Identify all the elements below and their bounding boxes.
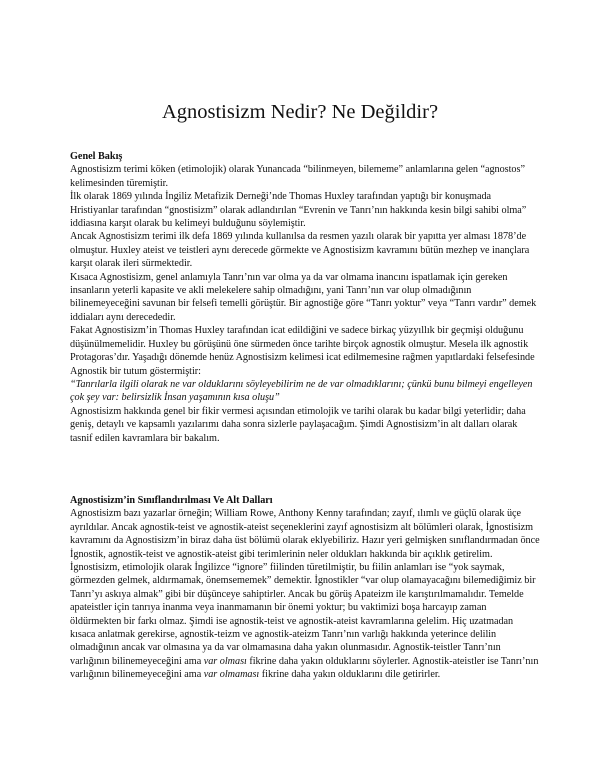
classification-text-start: Agnostisizm bazı yazarlar örneğin; William Rowe, Anthony Kenny tarafından; zayıf, ılımlı ve güçlü olarak üçe ayrıldılar. Ancak agnostik-teist ve agnostik-ateist seçeneklerini zayıf agnostisizm alt bölümleri olarak, İgnostisizm kavramını da Agnostisizm’in biraz daha üst bölümü olarak eklyebiliriz. Hazır yeri gelmişken sınıflandırmadan önce İgnostik, agnostik-teist ve agnostik-ateist gibi terimlerinin neler oldukları hakkında bir açıklık getirelim. İgnostisizm, etimolojik olarak İngilizce “ignore” fiilinden türetilmiştir, bu fiilin anlamları ise “yok saymak, görmezden gelmek, aldırmamak, önemsememek” demektir. İgnostikler “var olup olamayacağını bilemediğimiz bir Tanrı’yı askıya almak” gibi bir düşünceye sahiptirler. Ancak bu görüş Apateizm ile karıştırılmamalıdır. Temelde apateistler için tanrıya inanma veya inanmamanın bir önemi yoktur; bu vaktimizi boşa harcayıp zaman öldürmekten bir farkı olmaz. Şimdi ise agnostik-teist ve agnostik-ateist kavramlarına gelelim. Hiç uzatmadan kısaca anlatmak gerekirse, agnostik-teizm ve agnostik-ateizm Tanrı’nın varlığı hakkında yeterince delilin olmadığının ancak var olmasına ya da var olmamasına daha yakın olunmasıdır. Agnostik-teistler Tanrı’nın varlığının bilinemeyeceğini ama [70, 508, 540, 667]
paragraph-1878: Ancak Agnostisizm terimi ilk defa 1869 yılında kullanılsa da resmen yazılı olarak bir yapıtta yer alması 1878’de olmuştur. Huxley ateist ve teistleri aynı derecede görmekte ve Agnostisizm kavramını bütün mezhep ve inançlara karşıt olarak ileri sürmektedir. [70, 231, 530, 270]
protagoras-quote: “Tanrılarla ilgili olarak ne var olduklarını söyleyebilirim ne de var olmadıklarını; çünkü bunu bilmeyi engelleyen çok şey var: belirsizlik İnsan yaşamının kısa oluşu” [70, 378, 533, 404]
paragraph-etymology: Agnostisizm terimi köken (etimolojik) olarak Yunancada “bilinmeyen, bilememe” anlamlarına gelen “agnostos” kelimesinden türemiştir. [70, 164, 525, 189]
paragraph-definition: Kısaca Agnostisizm, genel anlamıyla Tanrı’nın var olma ya da var olmama inancını ispatlamak için gereken insanların yeterli kapasite ve akli melekelere sahip olmadığını, yani Tanrı’nın var olup olmadığının bilinemeyeceğini savunan bir felsefi temelli görüştür. Bir agnostiğe göre “Tanrı yoktur” veya “Tanrı vardır” demek iddiaları aynı derecededir. [70, 271, 537, 323]
emphasis-var-olmasi: var olması [203, 655, 247, 667]
paragraph-protagoras: Fakat Agnostisizm’in Thomas Huxley tarafından icat edildiğini ve sadece birkaç yüzyıllık bir geçmişi olduğunu düşünülmemelidir. Huxley bu görüşünü öne sürmeden önce tarihte birçok agnostik olmuştur. Mesela ilk agnostik Protagoras’dır. Yaşadığı dönemde henüz Agnostisizm kelimesi icat edilmemesine rağmen yapıtlardaki felsefesinde Agnostik bir tutum göstermiştir: [70, 325, 535, 377]
classification-text-middle: fikrine daha yakın olduklarını söylerler. Agnostik-ateistler ise Tanrı’nın varlığının bilinemeyeceğini ama [70, 655, 539, 681]
section-heading-classification: Agnostisizm’in Sınıflandırılması Ve Alt Dalları [70, 495, 273, 506]
emphasis-var-olmamasi: var olmaması [203, 669, 260, 681]
section-classification [70, 494, 540, 682]
classification-text-end: fikrine daha yakın olduklarını dile getirirler. [259, 669, 441, 681]
paragraph-closing: Agnostisizm hakkında genel bir fikir vermesi açısından etimolojik ve tarihi olarak bu kadar bilgi yeterlidir; daha geniş, detaylı ve kapsamlı yazılarımı daha sonra sizlerle paylaşacağım. Şimdi Agnostisizm’in alt dalları olarak tasnif edilen kavramlara bir bakalım. [70, 405, 526, 444]
section-heading-general-overview: Genel Bakış [70, 151, 123, 162]
section-general-overview [70, 150, 540, 445]
page-title: Agnostisizm Nedir? Ne Değildir? [161, 101, 439, 123]
paragraph-classification [70, 507, 540, 681]
paragraph-huxley-1869: İlk olarak 1869 yılında İngiliz Metafizik Derneği’nde Thomas Huxley tarafından yaptığı bir konuşmada Hristiyanlar tarafından “gnostisizm” olarak adlandırılan “Evrenin ve Tanrı’nın hakkında kesin bilgi sahibi olma” iddiasına karşıt olarak bu kelimeyi bulduğunu söylemiştir. [70, 191, 527, 230]
